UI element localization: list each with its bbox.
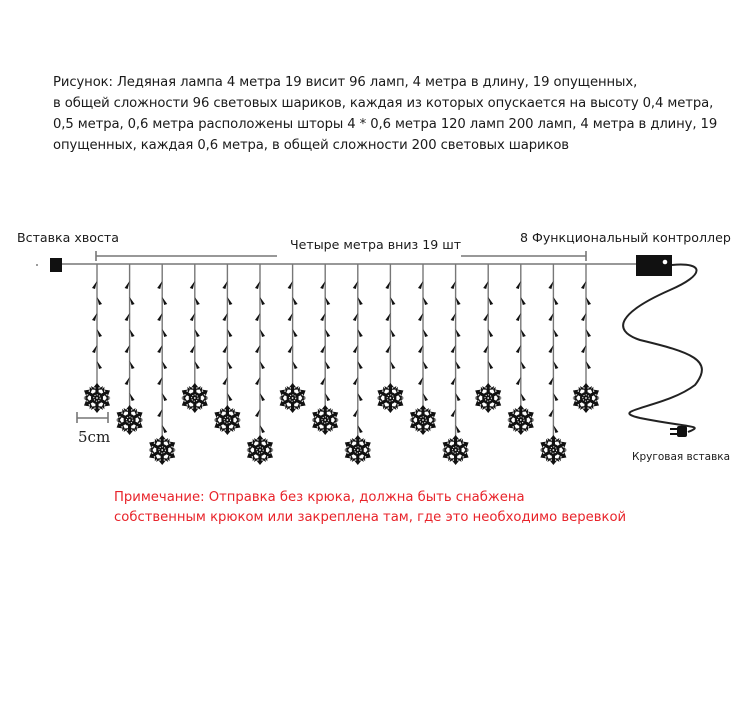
strand-long [342, 264, 374, 465]
bulb-icon [553, 425, 558, 433]
bulb-icon [488, 297, 493, 305]
bulb-icon [260, 361, 265, 369]
snowflake-icon [407, 405, 439, 435]
bulb-icon [353, 377, 358, 385]
bulb-icon [162, 361, 167, 369]
bulb-icon [353, 281, 358, 289]
strand-medium [407, 264, 439, 435]
bulb-icon [456, 393, 461, 401]
bulb-icon [125, 313, 130, 321]
bulb-icon [227, 297, 232, 305]
strand-short [277, 264, 309, 413]
bulb-icon [553, 361, 558, 369]
bulb-icon [353, 409, 358, 417]
bulb-icon [92, 345, 97, 353]
bulb-icon [255, 313, 260, 321]
bulb-icon [358, 297, 363, 305]
bulb-icon [451, 345, 456, 353]
bulb-icon [320, 377, 325, 385]
bulb-icon [190, 281, 195, 289]
bulb-icon [97, 297, 102, 305]
bulb-icon [255, 377, 260, 385]
bulb-icon [418, 313, 423, 321]
bulb-icon [456, 361, 461, 369]
bulb-icon [162, 329, 167, 337]
bulb-icon [358, 425, 363, 433]
bulb-icon [423, 361, 428, 369]
bulb-icon [483, 281, 488, 289]
bulb-icon [125, 345, 130, 353]
note-line: Примечание: Отправка без крюка, должна быть снабжена [114, 490, 525, 505]
bulb-icon [227, 329, 232, 337]
snowflake-icon [114, 405, 146, 435]
bulb-icon [521, 361, 526, 369]
bulb-icon [581, 345, 586, 353]
bulb-icon [358, 329, 363, 337]
bulb-icon [358, 361, 363, 369]
bulb-icon [325, 297, 330, 305]
bulb-icon [320, 281, 325, 289]
bulb-icon [521, 393, 526, 401]
strand-long [537, 264, 569, 465]
snowflake-icon [309, 405, 341, 435]
strand-short [472, 264, 504, 413]
bulb-icon [222, 313, 227, 321]
wire-end-dot [36, 264, 38, 266]
snowflake-icon [211, 405, 243, 435]
snowflake-icon [440, 435, 472, 465]
bulb-icon [586, 361, 591, 369]
snowflake-icon [81, 383, 113, 413]
snowflake-icon [244, 435, 276, 465]
description-line: в общей сложности 96 световых шариков, каждая из которых опускается на высоту 0,4 метра, [53, 96, 714, 111]
bulb-icon [488, 361, 493, 369]
bulb-icon [451, 313, 456, 321]
snowflake-icon [146, 435, 178, 465]
snowflake-icon [570, 383, 602, 413]
controller-icon [636, 255, 672, 276]
snowflake-icon [179, 383, 211, 413]
bulb-icon [320, 345, 325, 353]
bulb-icon [418, 377, 423, 385]
bulb-icon [488, 329, 493, 337]
bulb-icon [125, 377, 130, 385]
bulb-icon [456, 329, 461, 337]
bulb-icon [255, 281, 260, 289]
bulb-icon [157, 345, 162, 353]
bulb-icon [548, 313, 553, 321]
bulb-icon [320, 313, 325, 321]
strand-medium [114, 264, 146, 435]
light-strands [81, 264, 602, 465]
bulb-icon [548, 409, 553, 417]
bulb-icon [130, 297, 135, 305]
bulb-icon [451, 377, 456, 385]
bulb-icon [581, 313, 586, 321]
bulb-icon [97, 361, 102, 369]
bulb-icon [293, 297, 298, 305]
bulb-icon [162, 297, 167, 305]
bulb-icon [423, 297, 428, 305]
snowflake-icon [342, 435, 374, 465]
bulb-icon [353, 345, 358, 353]
scale-label: 5cm [78, 428, 111, 446]
bulb-icon [222, 345, 227, 353]
bulb-icon [157, 313, 162, 321]
snowflake-icon [505, 405, 537, 435]
bulb-icon [548, 377, 553, 385]
bulb-icon [162, 425, 167, 433]
strand-medium [211, 264, 243, 435]
bulb-icon [325, 329, 330, 337]
bulb-icon [516, 377, 521, 385]
bulb-icon [227, 393, 232, 401]
bulb-icon [288, 281, 293, 289]
bulb-icon [548, 345, 553, 353]
snowflake-icon [537, 435, 569, 465]
bulb-icon [222, 377, 227, 385]
bulb-icon [516, 345, 521, 353]
bulb-icon [130, 393, 135, 401]
strand-long [244, 264, 276, 465]
bulb-icon [293, 361, 298, 369]
bulb-icon [97, 329, 102, 337]
bulb-icon [586, 329, 591, 337]
bulb-icon [260, 329, 265, 337]
bulb-icon [255, 409, 260, 417]
bulb-icon [418, 345, 423, 353]
bulb-icon [390, 329, 395, 337]
bulb-icon [586, 297, 591, 305]
scale-bar [77, 412, 108, 423]
tail-plug-label: Вставка хвоста [17, 230, 119, 245]
bulb-icon [157, 281, 162, 289]
strand-short [81, 264, 113, 413]
strand-medium [309, 264, 341, 435]
bulb-icon [358, 393, 363, 401]
controller-button-icon [663, 260, 668, 265]
bulb-icon [483, 313, 488, 321]
description-line: 0,5 метра, 0,6 метра расположены шторы 4 * 0,6 метра 120 ламп 200 ламп, 4 метра в длину, 19 [53, 117, 718, 132]
bulb-icon [157, 409, 162, 417]
bulb-icon [293, 329, 298, 337]
length-dimension-bar [96, 251, 586, 261]
bulb-icon [288, 313, 293, 321]
strand-long [146, 264, 178, 465]
bulb-icon [385, 281, 390, 289]
power-cord [623, 265, 702, 432]
bulb-icon [456, 425, 461, 433]
bulb-icon [451, 409, 456, 417]
bulb-icon [130, 329, 135, 337]
bulb-icon [92, 313, 97, 321]
bulb-icon [553, 297, 558, 305]
bulb-icon [390, 297, 395, 305]
bulb-icon [195, 329, 200, 337]
bulb-icon [190, 345, 195, 353]
note-line: собственным крюком или закреплена там, где это необходимо веревкой [114, 510, 627, 525]
description-line: Рисунок: Ледяная лампа 4 метра 19 висит 96 ламп, 4 метра в длину, 19 опущенных, [53, 75, 638, 90]
bulb-icon [162, 393, 167, 401]
bulb-icon [418, 281, 423, 289]
snowflake-icon [374, 383, 406, 413]
bulb-icon [195, 297, 200, 305]
bulb-icon [353, 313, 358, 321]
power-plug-icon [670, 426, 687, 437]
tail-plug-icon [50, 258, 62, 272]
controller-label: 8 Функциональный контроллер [520, 230, 731, 245]
bulb-icon [423, 393, 428, 401]
bulb-icon [325, 361, 330, 369]
strand-short [374, 264, 406, 413]
bulb-icon [483, 345, 488, 353]
bulb-icon [325, 393, 330, 401]
strand-short [179, 264, 211, 413]
bulb-icon [157, 377, 162, 385]
snowflake-icon [277, 383, 309, 413]
bulb-icon [227, 361, 232, 369]
bulb-icon [260, 425, 265, 433]
snowflake-icon [472, 383, 504, 413]
bulb-icon [385, 345, 390, 353]
bulb-icon [521, 329, 526, 337]
bulb-icon [92, 281, 97, 289]
bulb-icon [423, 329, 428, 337]
bulb-icon [553, 329, 558, 337]
bulb-icon [516, 313, 521, 321]
bulb-icon [255, 345, 260, 353]
bulb-icon [390, 361, 395, 369]
bulb-icon [581, 281, 586, 289]
bulb-icon [125, 281, 130, 289]
description-line: опущенных, каждая 0,6 метра, в общей сложности 200 световых шариков [53, 138, 569, 153]
strand-long [440, 264, 472, 465]
bulb-icon [548, 281, 553, 289]
strand-short [570, 264, 602, 413]
length-label: Четыре метра вниз 19 шт [290, 237, 462, 252]
bulb-icon [260, 297, 265, 305]
bulb-icon [553, 393, 558, 401]
plug-label: Круговая вставка [632, 451, 731, 463]
bulb-icon [456, 297, 461, 305]
bulb-icon [516, 281, 521, 289]
bulb-icon [288, 345, 293, 353]
strand-medium [505, 264, 537, 435]
bulb-icon [190, 313, 195, 321]
bulb-icon [260, 393, 265, 401]
bulb-icon [130, 361, 135, 369]
bulb-icon [222, 281, 227, 289]
bulb-icon [195, 361, 200, 369]
bulb-icon [451, 281, 456, 289]
bulb-icon [385, 313, 390, 321]
bulb-icon [521, 297, 526, 305]
